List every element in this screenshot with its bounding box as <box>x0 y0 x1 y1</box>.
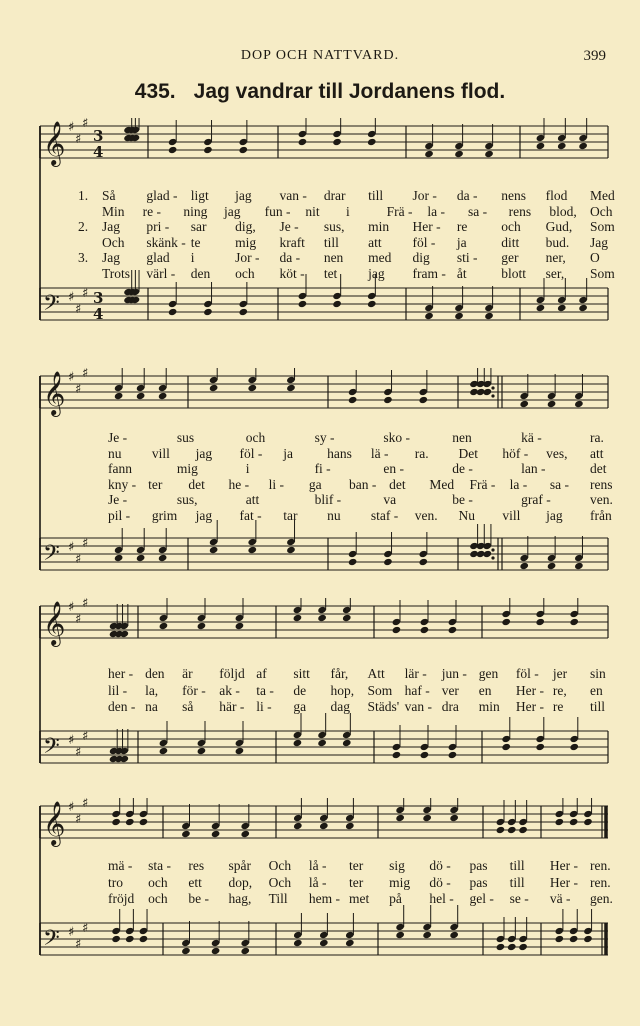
svg-text:3: 3 <box>93 127 104 145</box>
lyric-syllable: till <box>509 874 525 890</box>
lyric-syllable: gel - <box>469 891 494 906</box>
lyric-syllable: jer <box>552 666 568 681</box>
lyric-syllable: Je - <box>108 430 128 445</box>
lyric-syllable: nens <box>501 188 527 203</box>
lyric-syllable: och <box>148 891 168 906</box>
lyric-syllable: O <box>590 250 600 266</box>
lyric-syllable: nit <box>305 203 320 219</box>
lyric-syllable: be - <box>188 891 209 906</box>
lyric-syllable: sus, <box>323 219 345 235</box>
lyric-syllable: nen <box>323 250 344 266</box>
lyric-syllable: sus <box>176 430 195 445</box>
lyric-syllable: rens <box>590 476 613 492</box>
lyric-syllable: sa - <box>549 476 569 492</box>
lyric-syllable: ban - <box>349 476 377 492</box>
lyric-syllable: och <box>245 430 266 445</box>
lyric-syllable: la, <box>145 682 159 698</box>
svg-text:♯: ♯ <box>75 745 82 760</box>
lyric-syllable: en <box>590 682 603 698</box>
lyric-syllable: sko - <box>383 430 411 445</box>
lyric-syllable: grim <box>151 508 178 523</box>
lyric-syllable: mig <box>389 874 411 890</box>
lyric-syllable: van - <box>279 188 307 203</box>
svg-text:♯: ♯ <box>82 729 89 744</box>
lyric-syllable: blott <box>501 266 527 281</box>
lyric-syllable: Gud, <box>545 219 573 235</box>
lyric-syllable: Som <box>590 219 615 235</box>
lyric-syllable: ter <box>349 874 364 890</box>
lyric-line <box>38 188 615 204</box>
lyric-syllable: Som <box>367 682 393 698</box>
lyric-syllable: att <box>368 234 382 250</box>
lyric-syllable: så <box>182 699 194 714</box>
lyric-syllable: Jag <box>102 250 120 266</box>
lyric-syllable: vä - <box>549 891 571 906</box>
lyric-syllable: flod <box>545 188 568 203</box>
verse-number: 3. <box>78 250 89 266</box>
svg-text:𝄢: 𝄢 <box>43 291 60 321</box>
lyric-syllable: att <box>245 492 260 508</box>
lyric-syllable: Med <box>590 188 615 203</box>
lyric-syllable: köt - <box>279 266 305 281</box>
svg-text:♯: ♯ <box>68 120 75 135</box>
lyric-syllable: ven. <box>414 508 438 523</box>
lyric-line <box>38 858 610 874</box>
lyric-syllable: dop, <box>228 874 253 890</box>
svg-text:𝄢: 𝄢 <box>43 926 60 956</box>
lyric-syllable: den <box>145 666 165 681</box>
lyric-syllable: ven. <box>590 492 613 508</box>
svg-text:♯: ♯ <box>68 925 75 940</box>
lyric-syllable: ja <box>283 445 294 461</box>
lyric-syllable: det <box>188 476 205 492</box>
lyric-syllable: ra. <box>414 445 429 461</box>
svg-text:♯: ♯ <box>82 286 89 301</box>
lyric-syllable: Her - <box>515 682 544 698</box>
lyric-syllable: sig <box>389 858 405 873</box>
lyric-syllable: sin <box>590 666 606 681</box>
lyric-syllable: Och <box>268 874 292 890</box>
lyric-syllable: Her - <box>549 858 578 873</box>
lyric-syllable: Jor - <box>235 250 260 266</box>
lyric-syllable: lan - <box>521 461 546 477</box>
lyric-syllable: drar <box>323 188 346 203</box>
lyric-syllable: nen <box>452 430 472 445</box>
lyric-syllable: och <box>235 266 255 281</box>
lyric-syllable: min <box>368 219 390 235</box>
lyric-syllable: sta - <box>148 858 172 873</box>
lyric-syllable: fann <box>108 461 132 477</box>
lyric-syllable: hop, <box>330 682 355 698</box>
lyric-syllable: på <box>389 891 402 906</box>
svg-text:♯: ♯ <box>82 368 89 381</box>
lyric-syllable: för - <box>182 682 206 698</box>
lyric-syllable: nu <box>327 508 341 523</box>
lyric-syllable: da - <box>456 188 478 203</box>
lyric-syllable: res <box>188 858 205 873</box>
lyric-syllable: Her - <box>549 874 578 890</box>
lyric-syllable: ser, <box>545 266 565 281</box>
lyric-syllable: i <box>190 250 195 266</box>
page-number: 399 <box>583 48 606 64</box>
lyric-line <box>38 430 610 446</box>
lyric-line <box>38 492 613 508</box>
lyric-syllable: af <box>256 666 267 681</box>
lyric-syllable: Jag <box>102 219 120 235</box>
lyric-syllable: sa - <box>468 203 488 219</box>
music-system-4 <box>38 798 613 963</box>
lyric-syllable: Jag <box>590 234 608 250</box>
lyric-syllable: gen. <box>590 891 613 906</box>
lyric-syllable: he - <box>228 476 250 492</box>
svg-text:♯: ♯ <box>82 921 89 936</box>
lyric-syllable: de <box>293 682 307 698</box>
lyric-syllable: Som <box>590 266 615 281</box>
lyric-syllable: vill <box>151 445 170 461</box>
svg-text:♯: ♯ <box>75 612 82 627</box>
lyric-syllable: li - <box>256 699 272 714</box>
lyric-syllable: pri - <box>146 219 170 235</box>
lyric-syllable: ger <box>501 250 519 266</box>
lyric-line <box>38 666 610 682</box>
lyric-syllable: mig <box>176 461 198 477</box>
lyric-syllable: åt <box>456 266 467 281</box>
lyric-syllable: spår <box>228 858 251 873</box>
lyric-syllable: en <box>478 682 492 698</box>
lyric-syllable: Min <box>102 203 125 219</box>
lyric-syllable: Frä - <box>386 203 413 219</box>
lyric-syllable: dig <box>412 250 430 266</box>
lyric-syllable: bud. <box>545 234 570 250</box>
lyric-syllable: ning <box>183 203 208 219</box>
lyric-syllable: föl - <box>515 666 539 681</box>
lyric-syllable: Nu <box>458 508 476 523</box>
lyric-syllable: kä - <box>521 430 542 445</box>
lyric-syllable: Je - <box>108 492 128 508</box>
running-title: DOP OCH NATTVARD. <box>240 48 400 63</box>
verse-number: 2. <box>78 219 89 235</box>
svg-text:𝄢: 𝄢 <box>43 734 60 764</box>
lyric-line <box>38 508 610 524</box>
lyric-syllable: lå - <box>308 874 327 890</box>
svg-text:𝄞: 𝄞 <box>43 801 66 845</box>
lyric-syllable: följd <box>219 666 245 681</box>
lyric-syllable: höf - <box>502 445 529 461</box>
lyric-syllable: sti - <box>456 250 478 266</box>
lyric-syllable: kraft <box>279 234 305 250</box>
lyric-syllable: jag <box>195 445 213 461</box>
svg-text:♯: ♯ <box>68 540 75 555</box>
lyric-line <box>38 446 610 462</box>
hymn-title: Jag vandrar till Jordanens flod. <box>193 80 506 103</box>
lyric-syllable: och <box>501 219 521 235</box>
lyric-syllable: jag <box>546 508 563 523</box>
lyric-line <box>38 219 615 235</box>
lyric-syllable: att <box>590 445 604 461</box>
svg-text:♯: ♯ <box>75 937 82 952</box>
music-system-1 <box>38 118 615 343</box>
hymn-number: 435. <box>134 80 176 103</box>
lyric-syllable: na <box>145 699 158 714</box>
lyric-syllable: ra. <box>590 430 604 445</box>
lyric-syllable: ren. <box>590 874 611 890</box>
lyric-syllable: dö - <box>429 874 451 890</box>
lyric-syllable: fram - <box>412 266 446 281</box>
lyric-syllable: Jor - <box>412 188 437 203</box>
svg-text:♯: ♯ <box>82 598 89 611</box>
lyric-syllable: sy - <box>314 430 335 445</box>
lyric-syllable: tet <box>323 266 338 281</box>
lyric-syllable: re, <box>552 682 567 698</box>
lyric-syllable: ditt <box>501 234 520 250</box>
lyric-syllable: gen <box>478 666 499 681</box>
lyric-syllable: blod, <box>549 203 577 219</box>
lyric-syllable: Städs' <box>367 699 400 714</box>
lyric-syllable: till <box>509 858 525 873</box>
lyric-syllable: får, <box>330 666 349 681</box>
lyric-syllable: de - <box>452 461 473 477</box>
lyric-syllable: här - <box>219 699 245 714</box>
lyric-syllable: mig <box>235 234 257 250</box>
lyric-syllable: ak - <box>219 682 240 698</box>
lyric-syllable: hel - <box>429 891 454 906</box>
lyric-syllable: och <box>148 874 168 890</box>
lyric-syllable: jun - <box>441 666 467 681</box>
lyric-syllable: hans <box>327 445 352 461</box>
lyric-syllable: fröjd <box>108 891 135 906</box>
lyric-syllable: van - <box>404 699 432 714</box>
lyric-syllable: li - <box>268 476 285 492</box>
svg-text:♯: ♯ <box>68 800 75 815</box>
lyric-syllable: Så <box>102 188 116 203</box>
verse-number: 1. <box>78 188 89 203</box>
lyric-syllable: ta - <box>256 682 274 698</box>
lyric-syllable: ner, <box>545 250 566 266</box>
lyric-syllable: tar <box>283 508 298 523</box>
lyric-syllable: sus, <box>176 492 198 508</box>
lyric-syllable: Her - <box>515 699 544 714</box>
lyric-syllable: hag, <box>228 891 252 906</box>
lyric-syllable: dig, <box>235 219 256 235</box>
lyric-syllable: Till <box>268 891 288 906</box>
lyric-syllable: jag <box>224 203 241 219</box>
lyric-syllable: pas <box>469 858 488 873</box>
lyric-syllable: tro <box>108 874 123 890</box>
lyric-syllable: lä - <box>370 445 389 461</box>
lyric-syllable: dag <box>330 699 350 714</box>
lyric-syllable: Her - <box>412 219 441 235</box>
lyric-syllable: graf - <box>521 492 551 508</box>
lyric-syllable: blif - <box>314 492 342 508</box>
lyric-syllable: värl - <box>146 266 176 281</box>
lyric-syllable: rens <box>508 203 532 219</box>
lyric-line <box>38 683 610 699</box>
lyric-syllable: en - <box>383 461 405 477</box>
lyric-syllable: re <box>456 219 468 235</box>
lyric-syllable: nu <box>108 445 122 461</box>
svg-text:♯: ♯ <box>82 536 89 551</box>
lyric-syllable: mä - <box>108 858 133 873</box>
lyric-line <box>38 203 613 220</box>
lyric-syllable: ga <box>308 476 322 492</box>
svg-text:♯: ♯ <box>82 118 89 131</box>
lyric-syllable: fun - <box>264 203 291 219</box>
lyric-line <box>38 250 610 266</box>
lyric-syllable: med <box>368 250 392 266</box>
svg-text:♯: ♯ <box>75 132 82 147</box>
lyric-syllable: Med <box>429 476 455 492</box>
lyric-syllable: jag <box>368 266 385 281</box>
lyric-syllable: glad - <box>146 188 178 203</box>
lyric-syllable: se - <box>509 891 529 906</box>
lyric-line <box>38 266 615 282</box>
lyric-syllable: föl - <box>239 445 263 461</box>
lyric-syllable: pas <box>469 874 488 890</box>
lyric-line <box>38 875 610 891</box>
lyric-syllable: te <box>190 234 201 250</box>
svg-text:𝄞: 𝄞 <box>43 121 66 165</box>
svg-text:♯: ♯ <box>75 382 82 397</box>
lyric-syllable: ter <box>148 476 163 492</box>
lyric-syllable: va <box>383 492 397 508</box>
svg-text:♯: ♯ <box>68 370 75 385</box>
svg-text:𝄞: 𝄞 <box>43 371 66 415</box>
lyric-syllable: dra <box>441 699 459 714</box>
lyric-syllable: ligt <box>190 188 209 203</box>
lyric-syllable: fat - <box>239 508 262 523</box>
lyric-syllable: fi - <box>314 461 331 477</box>
lyric-syllable: skänk - <box>146 234 186 250</box>
lyric-syllable: ver <box>441 682 459 698</box>
lyric-syllable: her - <box>108 666 134 681</box>
page-header <box>0 48 640 72</box>
lyric-syllable: till <box>368 188 384 203</box>
lyric-syllable: Att <box>367 666 385 681</box>
lyric-syllable: vill <box>502 508 521 523</box>
lyric-line <box>38 699 610 715</box>
lyric-syllable: lå - <box>308 858 327 873</box>
lyric-syllable: da - <box>279 250 301 266</box>
lyric-line <box>38 476 613 493</box>
lyric-syllable: hem - <box>308 891 340 906</box>
svg-text:♯: ♯ <box>68 290 75 305</box>
lyric-syllable: la - <box>509 476 528 492</box>
lyric-syllable: till <box>323 234 339 250</box>
lyric-syllable: la - <box>427 203 445 219</box>
svg-text:𝄞: 𝄞 <box>43 601 66 645</box>
lyric-syllable: Je - <box>279 219 299 235</box>
svg-text:3: 3 <box>93 289 104 307</box>
lyric-syllable: Och <box>590 203 613 219</box>
hymn-heading <box>0 80 640 104</box>
lyric-syllable: lär - <box>404 666 427 681</box>
svg-text:♯: ♯ <box>82 798 89 811</box>
lyric-syllable: ren. <box>590 858 611 873</box>
lyric-syllable: staf - <box>370 508 399 523</box>
lyric-syllable: föl - <box>412 234 436 250</box>
lyric-syllable: lil - <box>108 682 128 698</box>
lyric-syllable: glad <box>146 250 170 266</box>
lyric-line <box>38 235 610 251</box>
music-system-3 <box>38 598 610 783</box>
lyric-syllable: ga <box>293 699 307 714</box>
lyric-syllable: haf - <box>404 682 430 698</box>
lyric-syllable: den - <box>108 699 136 714</box>
svg-text:𝄢: 𝄢 <box>43 541 60 571</box>
lyric-syllable: ett <box>188 874 202 890</box>
lyric-line <box>38 891 613 907</box>
lyric-line <box>38 461 610 477</box>
lyric-syllable: ja <box>456 234 467 250</box>
lyric-syllable: be - <box>452 492 473 508</box>
svg-text:♯: ♯ <box>68 733 75 748</box>
svg-text:♯: ♯ <box>75 552 82 567</box>
svg-text:♯: ♯ <box>75 812 82 827</box>
lyric-syllable: är <box>182 666 193 681</box>
lyric-syllable: i <box>346 203 350 219</box>
lyric-syllable: sar <box>190 219 207 235</box>
lyric-syllable: det <box>389 476 406 492</box>
svg-text:♯: ♯ <box>68 600 75 615</box>
lyric-syllable: det <box>590 461 607 477</box>
music-system-2 <box>38 368 613 583</box>
lyric-syllable: met <box>349 891 370 906</box>
lyric-syllable: pil - <box>108 508 131 523</box>
lyric-syllable: Det <box>458 445 479 461</box>
lyric-syllable: jag <box>195 508 213 523</box>
lyric-syllable: till <box>590 699 606 714</box>
lyric-syllable: jag <box>235 188 252 203</box>
svg-text:4: 4 <box>93 143 104 161</box>
lyric-syllable: sitt <box>293 666 310 681</box>
lyric-syllable: re - <box>142 203 162 219</box>
svg-text:4: 4 <box>93 305 104 323</box>
lyric-syllable: dö - <box>429 858 451 873</box>
svg-text:♯: ♯ <box>75 302 82 317</box>
lyric-syllable: min <box>478 699 500 714</box>
lyric-syllable: Och <box>102 234 125 250</box>
lyric-syllable: Trots <box>102 266 131 281</box>
lyric-syllable: Frä - <box>469 476 496 492</box>
lyric-syllable: ves, <box>546 445 568 461</box>
lyric-syllable: från <box>590 508 612 523</box>
lyric-syllable: den <box>190 266 211 281</box>
lyric-syllable: Och <box>268 858 292 873</box>
lyric-syllable: ter <box>349 858 364 873</box>
lyric-syllable: re <box>552 699 564 714</box>
lyric-syllable: i <box>245 461 250 477</box>
lyric-syllable: kny - <box>108 476 137 492</box>
